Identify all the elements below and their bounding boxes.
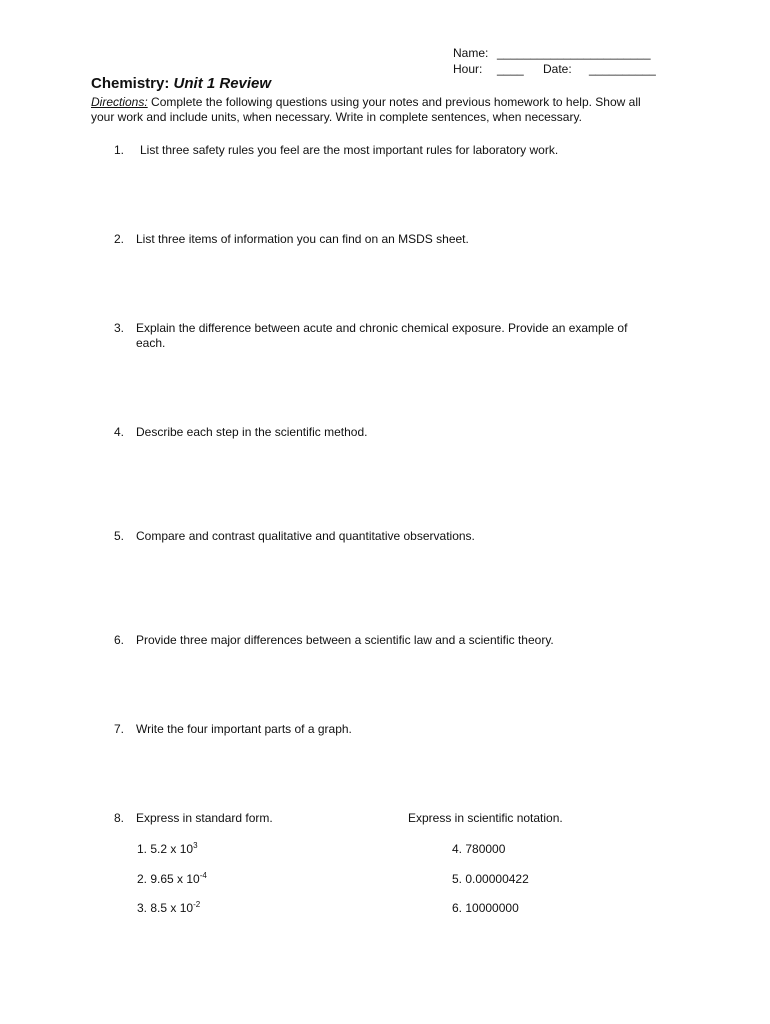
scientific-item xyxy=(452,842,505,856)
item-exponent: 3 xyxy=(193,841,198,850)
item-exponent: -4 xyxy=(199,871,207,880)
item-value: 0.00000422 xyxy=(465,872,529,886)
standard-form-item xyxy=(137,842,198,858)
question-5-text: Compare and contrast qualitative and quantitative observations. xyxy=(136,529,475,543)
question-4-number: 4. xyxy=(114,425,125,439)
question-8-text-right: Express in scientific notation. xyxy=(408,811,563,825)
question-7-text: Write the four important parts of a graph. xyxy=(136,722,352,736)
item-number: 5. xyxy=(452,872,463,886)
question-1-number: 1. xyxy=(114,143,125,157)
question-3-text-continued: each. xyxy=(136,336,166,350)
question-2-number: 2. xyxy=(114,232,125,246)
directions-text-1: Complete the following questions using your notes and previous homework to help. Show all xyxy=(151,95,641,109)
hour-label: Hour: xyxy=(453,62,483,76)
date-label: Date: xyxy=(543,62,572,76)
standard-form-item xyxy=(137,872,207,888)
item-base: 8.5 x 10 xyxy=(150,901,194,915)
scientific-item xyxy=(452,901,519,915)
item-number: 6. xyxy=(452,901,463,915)
item-value: 10000000 xyxy=(465,901,519,915)
standard-form-item xyxy=(137,901,200,917)
item-number: 2. xyxy=(137,872,148,886)
item-number: 4. xyxy=(452,842,463,856)
title-unit: Unit 1 Review xyxy=(173,75,272,92)
question-6-text: Provide three major differences between a scientific law and a scientific theory. xyxy=(136,633,554,647)
question-8-text: Express in standard form. xyxy=(136,811,273,825)
question-3-text: Explain the difference between acute and chronic chemical exposure. Provide an example of xyxy=(136,321,628,335)
question-8-number: 8. xyxy=(114,811,125,825)
date-blank[interactable]: __________ xyxy=(589,62,656,76)
item-exponent: -2 xyxy=(193,900,201,909)
item-base: 5.2 x 10 xyxy=(150,842,194,856)
directions-line-2: your work and include units, when necessary. Write in complete sentences, when necessary. xyxy=(91,110,582,124)
item-number: 1. xyxy=(137,842,148,856)
question-3-number: 3. xyxy=(114,321,125,335)
title-subject: Chemistry: xyxy=(91,75,170,92)
item-value: 780000 xyxy=(465,842,506,856)
hour-blank[interactable]: ____ xyxy=(497,62,524,76)
question-1-text: List three safety rules you feel are the most important rules for laboratory work. xyxy=(140,143,559,157)
scientific-item xyxy=(452,872,529,886)
question-5-number: 5. xyxy=(114,529,125,543)
page-title xyxy=(91,77,271,91)
question-7-number: 7. xyxy=(114,722,125,736)
question-2-text: List three items of information you can find on an MSDS sheet. xyxy=(136,232,469,246)
question-4-text: Describe each step in the scientific method. xyxy=(136,425,368,439)
directions-label: Directions: xyxy=(91,95,148,109)
name-blank[interactable]: _______________________ xyxy=(497,46,651,60)
name-label: Name: xyxy=(453,46,489,60)
question-6-number: 6. xyxy=(114,633,125,647)
directions-line-1 xyxy=(91,95,641,109)
item-number: 3. xyxy=(137,901,148,915)
item-base: 9.65 x 10 xyxy=(150,872,200,886)
